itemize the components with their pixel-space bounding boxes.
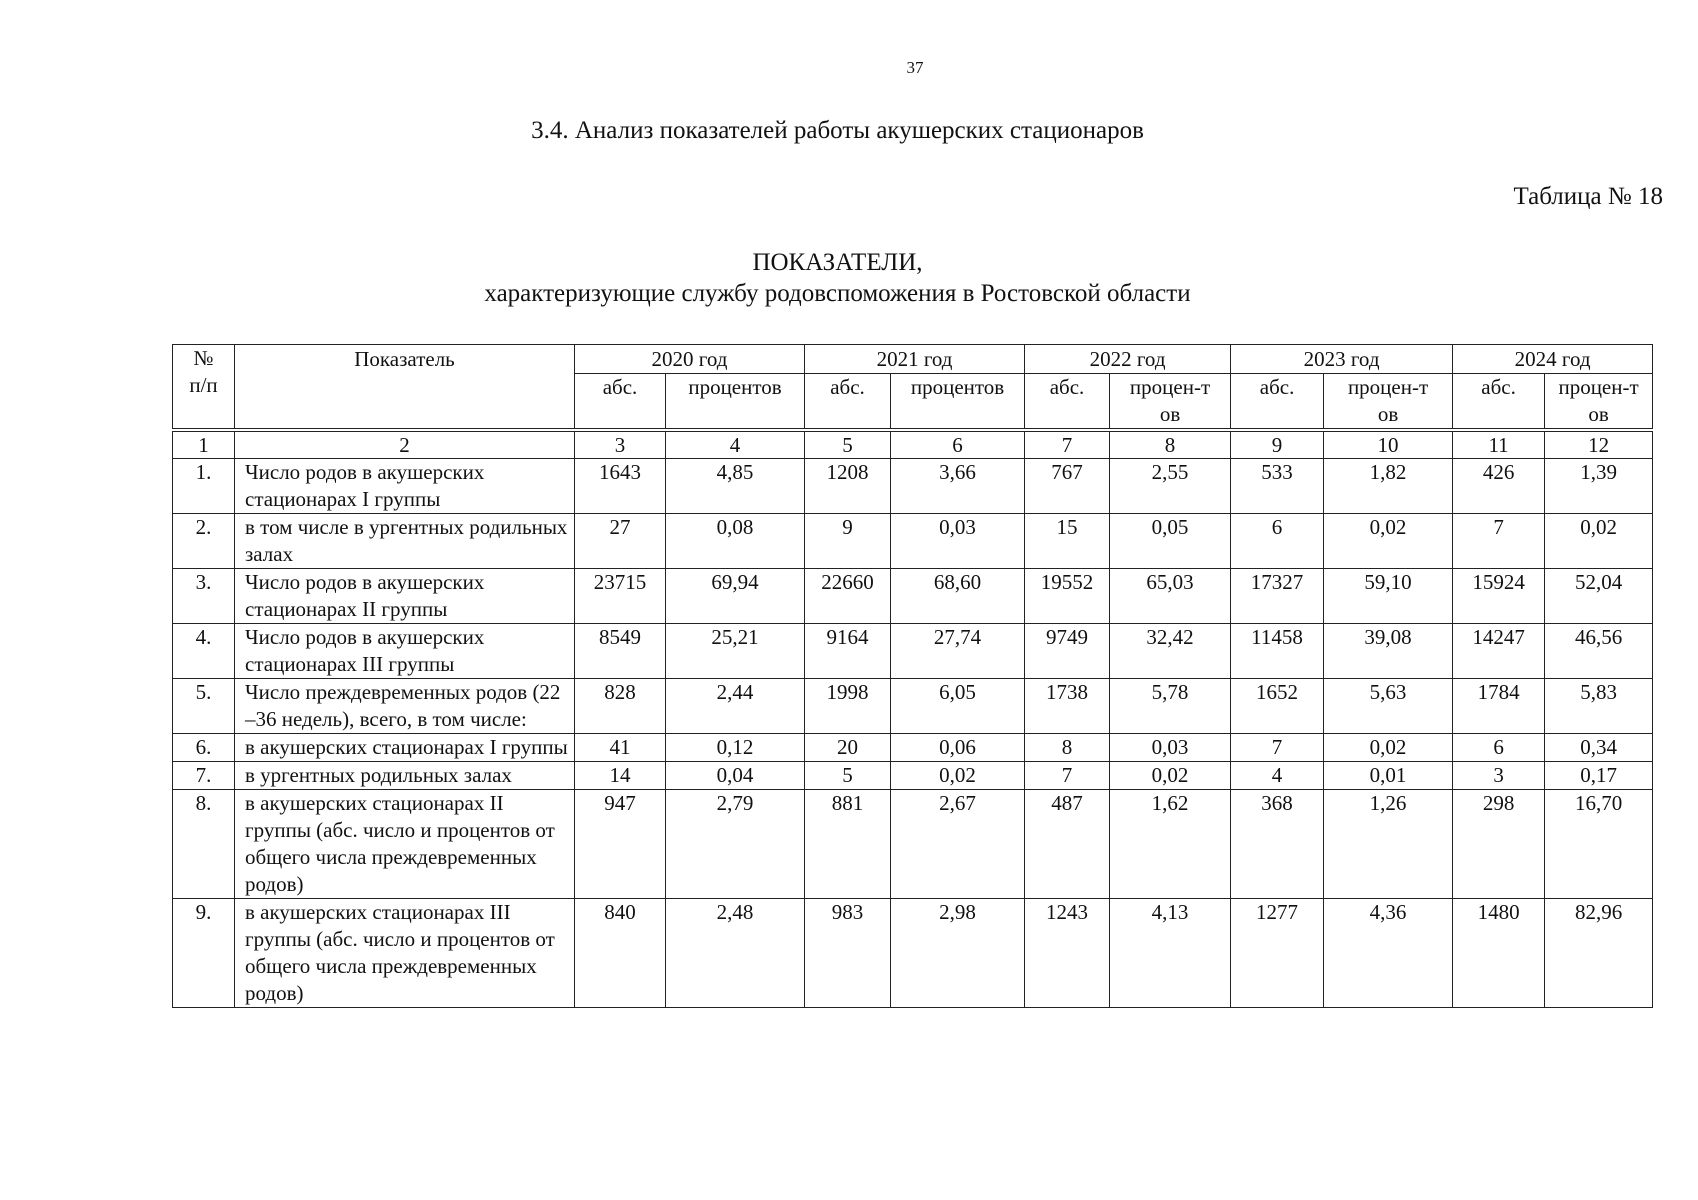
header-year: 2023 год	[1231, 345, 1453, 374]
document-title-line-2: характеризующие службу родовспоможения в Ростовской области	[484, 280, 1191, 307]
pct-value: 5,83	[1545, 679, 1653, 734]
pct-value: 52,04	[1545, 569, 1653, 624]
pct-value: 16,70	[1545, 790, 1653, 899]
table-row	[173, 790, 1653, 899]
abs-value: 828	[575, 679, 666, 734]
document-title	[0, 247, 1675, 309]
abs-value: 8549	[575, 624, 666, 679]
pct-value: 2,55	[1110, 459, 1231, 514]
header-row-years	[173, 345, 1653, 374]
pct-value: 0,05	[1110, 514, 1231, 569]
abs-value: 8	[1025, 734, 1110, 762]
pct-value: 2,48	[666, 899, 805, 1008]
pct-value: 0,01	[1324, 762, 1453, 790]
table-row	[173, 899, 1653, 1008]
table-body	[173, 430, 1653, 1008]
abs-value: 1652	[1231, 679, 1324, 734]
pct-value: 1,26	[1324, 790, 1453, 899]
abs-value: 368	[1231, 790, 1324, 899]
pct-value: 1,62	[1110, 790, 1231, 899]
abs-value: 1480	[1453, 899, 1545, 1008]
abs-value: 7	[1231, 734, 1324, 762]
pct-value: 4,13	[1110, 899, 1231, 1008]
header-pct	[1545, 374, 1653, 431]
abs-value: 1208	[805, 459, 891, 514]
pct-value: 32,42	[1110, 624, 1231, 679]
pct-value: 3,66	[891, 459, 1025, 514]
table-row	[173, 514, 1653, 569]
abs-value: 983	[805, 899, 891, 1008]
pct-value: 0,08	[666, 514, 805, 569]
pct-value: 0,02	[1545, 514, 1653, 569]
abs-value: 41	[575, 734, 666, 762]
pct-value: 0,06	[891, 734, 1025, 762]
abs-value: 19552	[1025, 569, 1110, 624]
abs-value: 15	[1025, 514, 1110, 569]
pct-value: 0,02	[1110, 762, 1231, 790]
header-abs: абс.	[1025, 374, 1110, 431]
header-num-label: № п/п	[189, 346, 218, 397]
abs-value: 487	[1025, 790, 1110, 899]
row-number: 2.	[173, 514, 235, 569]
header-abs: абс.	[1453, 374, 1545, 431]
pct-value: 1,39	[1545, 459, 1653, 514]
abs-value: 298	[1453, 790, 1545, 899]
pct-value: 4,85	[666, 459, 805, 514]
pct-value: 2,67	[891, 790, 1025, 899]
abs-value: 1277	[1231, 899, 1324, 1008]
pct-value: 6,05	[891, 679, 1025, 734]
column-index: 4	[666, 430, 805, 459]
abs-value: 6	[1453, 734, 1545, 762]
abs-value: 23715	[575, 569, 666, 624]
pct-value: 68,60	[891, 569, 1025, 624]
row-number: 4.	[173, 624, 235, 679]
header-year: 2021 год	[805, 345, 1025, 374]
pct-value: 2,44	[666, 679, 805, 734]
abs-value: 426	[1453, 459, 1545, 514]
table-row	[173, 734, 1653, 762]
header-year: 2020 год	[575, 345, 805, 374]
abs-value: 9164	[805, 624, 891, 679]
pct-value: 27,74	[891, 624, 1025, 679]
abs-value: 1784	[1453, 679, 1545, 734]
pct-value: 65,03	[1110, 569, 1231, 624]
abs-value: 1243	[1025, 899, 1110, 1008]
abs-value: 533	[1231, 459, 1324, 514]
pct-value: 46,56	[1545, 624, 1653, 679]
indicator-name: Число родов в акушерских стационарах I группы	[235, 459, 575, 514]
column-index: 7	[1025, 430, 1110, 459]
pct-value: 0,02	[891, 762, 1025, 790]
row-number: 6.	[173, 734, 235, 762]
header-pct	[1324, 374, 1453, 431]
pct-value: 2,79	[666, 790, 805, 899]
header-year: 2022 год	[1025, 345, 1231, 374]
column-index: 3	[575, 430, 666, 459]
pct-value: 59,10	[1324, 569, 1453, 624]
abs-value: 1738	[1025, 679, 1110, 734]
indicator-name: в акушерских стационарах III группы (абс. число и процентов от общего числа преждевременных родов)	[235, 899, 575, 1008]
column-index: 9	[1231, 430, 1324, 459]
indicator-name: в ургентных родильных залах	[235, 762, 575, 790]
indicator-name: в акушерских стационарах I группы	[235, 734, 575, 762]
indicator-name: в том числе в ургентных родильных залах	[235, 514, 575, 569]
pct-value: 2,98	[891, 899, 1025, 1008]
column-index: 8	[1110, 430, 1231, 459]
abs-value: 6	[1231, 514, 1324, 569]
abs-value: 14	[575, 762, 666, 790]
row-number: 3.	[173, 569, 235, 624]
column-index: 11	[1453, 430, 1545, 459]
row-number: 9.	[173, 899, 235, 1008]
table-row	[173, 569, 1653, 624]
abs-value: 7	[1453, 514, 1545, 569]
pct-value: 39,08	[1324, 624, 1453, 679]
abs-value: 14247	[1453, 624, 1545, 679]
pct-value: 0,04	[666, 762, 805, 790]
abs-value: 22660	[805, 569, 891, 624]
abs-value: 1998	[805, 679, 891, 734]
column-index: 12	[1545, 430, 1653, 459]
column-index: 2	[235, 430, 575, 459]
abs-value: 947	[575, 790, 666, 899]
abs-value: 9749	[1025, 624, 1110, 679]
header-pct-label: процен-тов	[1558, 375, 1639, 426]
abs-value: 15924	[1453, 569, 1545, 624]
column-index: 6	[891, 430, 1025, 459]
abs-value: 11458	[1231, 624, 1324, 679]
pct-value: 5,78	[1110, 679, 1231, 734]
row-number: 7.	[173, 762, 235, 790]
indicator-name: Число родов в акушерских стационарах III группы	[235, 624, 575, 679]
pct-value: 0,02	[1324, 734, 1453, 762]
pct-value: 25,21	[666, 624, 805, 679]
pct-value: 1,82	[1324, 459, 1453, 514]
header-abs: абс.	[805, 374, 891, 431]
row-number: 8.	[173, 790, 235, 899]
header-pct	[1110, 374, 1231, 431]
document-title-line-1: ПОКАЗАТЕЛИ,	[752, 249, 923, 276]
abs-value: 9	[805, 514, 891, 569]
pct-value: 0,03	[891, 514, 1025, 569]
header-pct-label: процен-тов	[1129, 375, 1211, 426]
table-caption: Таблица № 18	[1513, 183, 1663, 210]
row-number: 1.	[173, 459, 235, 514]
table-row	[173, 459, 1653, 514]
abs-value: 840	[575, 899, 666, 1008]
indicator-name: Число родов в акушерских стационарах II группы	[235, 569, 575, 624]
pct-value: 0,34	[1545, 734, 1653, 762]
pct-value: 0,03	[1110, 734, 1231, 762]
header-year: 2024 год	[1453, 345, 1653, 374]
header-pct: процентов	[666, 374, 805, 431]
pct-value: 69,94	[666, 569, 805, 624]
abs-value: 17327	[1231, 569, 1324, 624]
table-row	[173, 679, 1653, 734]
pct-value: 82,96	[1545, 899, 1653, 1008]
row-number: 5.	[173, 679, 235, 734]
header-pct-label: процен-тов	[1347, 375, 1429, 426]
abs-value: 5	[805, 762, 891, 790]
indicators-table	[172, 344, 1653, 1008]
pct-value: 0,02	[1324, 514, 1453, 569]
header-indicator: Показатель	[235, 345, 575, 431]
column-index: 5	[805, 430, 891, 459]
indicator-name: Число преждевременных родов (22 –36 недель), всего, в том числе:	[235, 679, 575, 734]
section-title: 3.4. Анализ показателей работы акушерских стационаров	[531, 117, 1144, 144]
header-pct: процентов	[891, 374, 1025, 431]
pct-value: 0,12	[666, 734, 805, 762]
abs-value: 3	[1453, 762, 1545, 790]
table-row	[173, 762, 1653, 790]
abs-value: 4	[1231, 762, 1324, 790]
abs-value: 767	[1025, 459, 1110, 514]
abs-value: 7	[1025, 762, 1110, 790]
page-number: 37	[906, 58, 924, 77]
abs-value: 1643	[575, 459, 666, 514]
abs-value: 881	[805, 790, 891, 899]
column-index: 10	[1324, 430, 1453, 459]
pct-value: 4,36	[1324, 899, 1453, 1008]
header-num	[173, 345, 235, 431]
header-abs: абс.	[1231, 374, 1324, 431]
header-abs: абс.	[575, 374, 666, 431]
indicator-name: в акушерских стационарах II группы (абс. число и процентов от общего числа преждевременных родов)	[235, 790, 575, 899]
table-row	[173, 624, 1653, 679]
abs-value: 20	[805, 734, 891, 762]
abs-value: 27	[575, 514, 666, 569]
column-index: 1	[173, 430, 235, 459]
pct-value: 0,17	[1545, 762, 1653, 790]
pct-value: 5,63	[1324, 679, 1453, 734]
column-index-row	[173, 430, 1653, 459]
